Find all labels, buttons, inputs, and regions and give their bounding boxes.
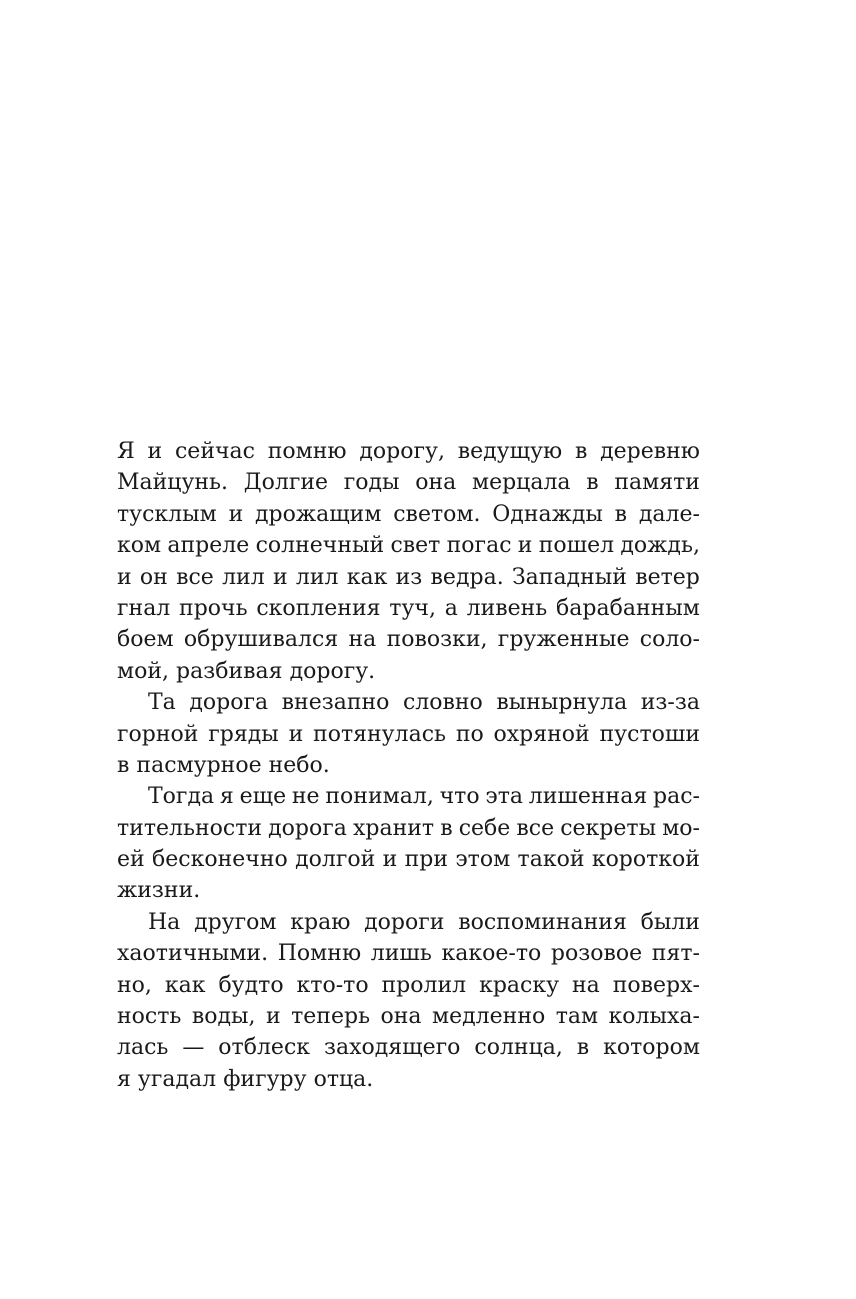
word: гнал: [117, 595, 171, 621]
word: теперь: [291, 1004, 371, 1030]
word: розовое: [550, 941, 643, 967]
word: он: [139, 564, 168, 590]
word: она: [415, 470, 457, 496]
word: тусклым: [117, 501, 217, 527]
word: бесконечно: [152, 847, 288, 873]
word: погас: [446, 533, 512, 559]
text-line: [117, 656, 700, 687]
text-line: [117, 624, 700, 655]
word: повозки,: [386, 627, 488, 653]
word: ность: [117, 1004, 182, 1030]
word: лась: [117, 1035, 169, 1061]
word: себе: [458, 815, 511, 841]
word: как: [164, 972, 206, 998]
word: солнца,: [474, 1035, 563, 1061]
word: в: [586, 470, 599, 496]
text-line: [117, 781, 700, 812]
word: секреты: [560, 815, 657, 841]
word: долгой: [295, 847, 376, 873]
word: там: [555, 1004, 599, 1030]
text-line: [117, 750, 700, 781]
text-line: [117, 530, 700, 561]
word: эта: [485, 784, 523, 810]
word: туч,: [389, 595, 436, 621]
word: не: [291, 784, 320, 810]
word: Майцунь.: [117, 470, 229, 496]
word: груженные: [497, 627, 630, 653]
text-line: [117, 436, 700, 467]
word: и: [272, 564, 288, 590]
word: внезапно: [281, 690, 390, 716]
paragraph-2: [117, 687, 700, 781]
word: и: [382, 847, 398, 873]
text-line: [117, 593, 700, 624]
paragraph-1: [117, 436, 700, 687]
word: я: [117, 1066, 131, 1092]
word: отблеск: [218, 1035, 311, 1061]
word: дале-: [638, 501, 700, 527]
text-line: [117, 1001, 700, 1032]
word: Я: [117, 439, 135, 464]
word: такой: [517, 847, 585, 873]
word: тительности: [117, 815, 263, 841]
word: Долгие: [243, 470, 329, 496]
word: Тогда: [148, 784, 215, 810]
word: хаотичными.: [117, 941, 269, 967]
word: дорогу.: [289, 658, 376, 684]
text-line: [117, 467, 700, 498]
word: дороги: [364, 909, 445, 935]
word: все: [176, 564, 214, 590]
word: прочь: [179, 595, 248, 621]
word: и: [117, 564, 132, 590]
paragraph-4: [117, 907, 700, 1095]
word: еще: [239, 784, 287, 810]
word: рас-: [653, 784, 700, 810]
word: ком: [117, 533, 162, 559]
word: пят-: [651, 941, 700, 967]
word: небо.: [268, 752, 330, 778]
word: она: [380, 1004, 422, 1030]
word: и: [288, 721, 304, 747]
text-line: [117, 875, 700, 906]
word: ливень: [466, 595, 548, 621]
text-line: [117, 1032, 700, 1063]
word: мо-: [662, 815, 700, 841]
word: все: [516, 815, 555, 841]
word: Та: [148, 690, 176, 716]
word: лил: [222, 564, 265, 590]
word: хранит: [353, 815, 435, 841]
page-text: [117, 436, 700, 1095]
paragraph-3: [117, 781, 700, 907]
word: жизни.: [117, 878, 201, 904]
word: скопления: [256, 595, 381, 621]
word: какое-то: [441, 941, 542, 967]
word: На: [148, 909, 181, 935]
word: Однажды: [492, 501, 603, 527]
text-line: [117, 1064, 700, 1095]
word: ветер: [635, 564, 700, 590]
word: барабанным: [556, 595, 700, 621]
word: кто-то: [296, 972, 369, 998]
text-line: [117, 970, 700, 1001]
text-line: [117, 813, 700, 844]
word: при: [404, 847, 449, 873]
word: дождь,: [620, 533, 700, 559]
word: медленно: [431, 1004, 546, 1030]
word: угадал: [137, 1066, 217, 1092]
text-line: [117, 499, 700, 530]
word: соло-: [639, 627, 700, 653]
word: я: [219, 784, 234, 810]
word: мой,: [117, 658, 170, 684]
text-line: [117, 938, 700, 969]
word: солнечный: [255, 533, 385, 559]
word: лишенная: [528, 784, 648, 810]
word: —: [182, 1035, 205, 1061]
word: этом: [455, 847, 511, 873]
word: краску: [479, 972, 560, 998]
word: потянулась: [313, 721, 447, 747]
word: и: [265, 1004, 281, 1030]
word: в: [117, 752, 130, 778]
word: пролил: [381, 972, 467, 998]
word: Западный: [511, 564, 627, 590]
word: и: [147, 439, 163, 464]
word: короткой: [591, 847, 700, 873]
word: дорога: [268, 815, 347, 841]
word: словно: [402, 690, 483, 716]
text-line: [117, 562, 700, 593]
word: были: [640, 909, 700, 935]
word: Помню: [277, 941, 362, 967]
word: лил: [295, 564, 339, 590]
word: памяти: [614, 470, 700, 496]
word: разбивая: [176, 658, 283, 684]
text-line: [117, 844, 700, 875]
word: заходящего: [323, 1035, 461, 1061]
word: котором: [603, 1035, 700, 1061]
word: годы: [343, 470, 400, 496]
word: пустоши: [599, 721, 700, 747]
word: свет: [390, 533, 441, 559]
word: ей: [117, 847, 145, 873]
word: и: [228, 501, 244, 527]
word: пасмурное: [136, 752, 262, 778]
word: сейчас: [174, 439, 255, 464]
word: дрожащим: [255, 501, 382, 527]
word: пошел: [538, 533, 615, 559]
word: поверх-: [612, 972, 700, 998]
word: по: [455, 721, 484, 747]
word: охряной: [493, 721, 590, 747]
word: гряды: [208, 721, 279, 747]
word: дорогу,: [359, 439, 445, 464]
word: а: [444, 595, 458, 621]
word: на: [348, 627, 377, 653]
word: фигуру: [223, 1066, 307, 1092]
text-line: [117, 687, 700, 718]
word: воды,: [191, 1004, 256, 1030]
word: но,: [117, 972, 152, 998]
word: краю: [290, 909, 351, 935]
word: помню: [267, 439, 347, 464]
word: из: [395, 564, 423, 590]
text-line: [117, 719, 700, 750]
word: обрушивался: [183, 627, 339, 653]
word: как: [346, 564, 388, 590]
word: на: [572, 972, 600, 998]
word: горной: [117, 721, 199, 747]
word: боем: [117, 627, 174, 653]
word: отца.: [313, 1066, 374, 1092]
word: понимал,: [325, 784, 434, 810]
word: ведра.: [430, 564, 504, 590]
word: воспоминания: [458, 909, 627, 935]
word: светом.: [393, 501, 481, 527]
word: что: [439, 784, 480, 810]
word: другом: [194, 909, 277, 935]
word: вынырнула: [496, 690, 628, 716]
word: в: [574, 439, 588, 464]
word: колыха-: [608, 1004, 700, 1030]
word: будто: [218, 972, 284, 998]
word: дорога: [189, 690, 269, 716]
word: ведущую: [457, 439, 563, 464]
word: лишь: [370, 941, 432, 967]
word: и: [517, 533, 533, 559]
word: в: [576, 1035, 590, 1061]
word: деревню: [600, 439, 700, 464]
text-line: [117, 907, 700, 938]
word: мерцала: [471, 470, 571, 496]
word: из-за: [640, 690, 700, 716]
word: в: [614, 501, 628, 527]
word: в: [440, 815, 453, 841]
word: апреле: [167, 533, 250, 559]
